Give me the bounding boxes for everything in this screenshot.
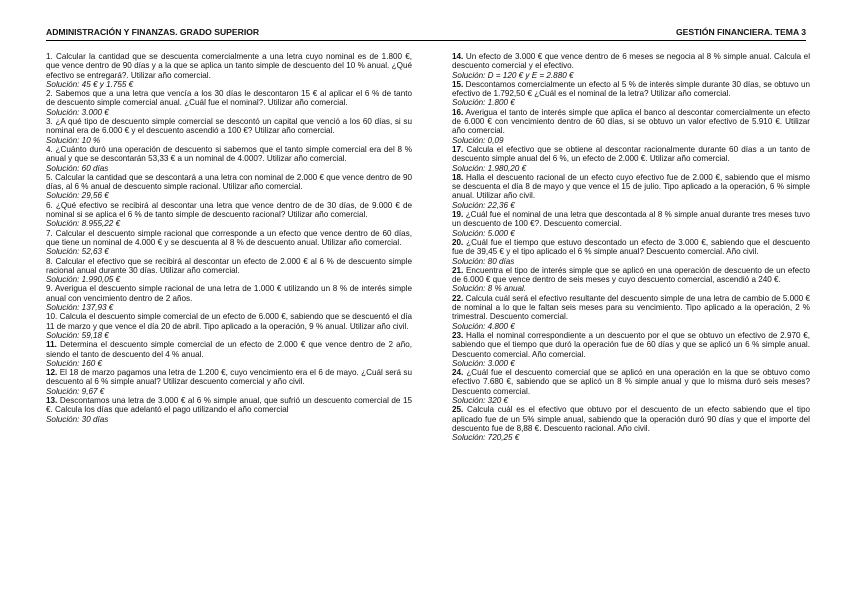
page-header [46, 26, 806, 41]
exercise-4 [46, 145, 412, 164]
exercise-14 [452, 52, 810, 71]
exercise-solution: Solución: 8.955,22 € [46, 219, 121, 229]
exercise-solution: Solución: 137,93 € [46, 303, 114, 313]
exercise-solution: Solución: 22,36 € [452, 200, 515, 210]
exercise-number: 19. [452, 210, 464, 220]
exercise-text: Calcular el descuento simple racional que corresponde a un efecto que vence dentro de 60 días, que tiene un nominal de 4.000 € y se descuenta al 8 % de descuento anual. Utilizar año comercial. [46, 228, 413, 247]
exercise-number: 18. [452, 172, 464, 182]
exercise-number: 8. [46, 256, 53, 266]
exercise-text: Determina el descuento simple comercial de un efecto de 2.000 € que vence dentro de 2 año, siendo el tanto de descuento del 4 % anual. [46, 340, 412, 359]
exercise-text: Halla el nominal correspondiente a un descuento por el que se obtuvo un efectivo de 2.970 €, sabiendo que el tiempo que duró la operación fue de 60 días y que se aplicó un 6 % simple anual. Descuento comercial. Año comercial. [452, 330, 811, 359]
exercise-22 [452, 294, 810, 322]
exercise-text: Halla el descuento racional de un efecto cuyo efectivo fue de 2.000 €, sabiendo que el mismo se descuenta el día 8 de mayo y que vence el 15 de julio. Tipo aplicado a la operación, 6 % simple anual. Utilizar año civil. [452, 172, 810, 201]
exercise-text: Calcular la cantidad que se descontará a una letra con nominal de 2.000 € que vence dentro de 90 días, al 6 % anual de descuento simple racional. Utilizar año comercial. [46, 172, 412, 192]
exercise-number: 20. [452, 237, 464, 247]
exercise-number: 14. [452, 52, 464, 61]
exercise-text: Sabemos que a una letra que vencía a los 30 días le descontaron 15 € al aplicar el 6 % de tanto de descuento simple comercial anual. ¿Cuál fue el nominal?. Utilizar año comercial. [46, 89, 412, 108]
exercise-16 [452, 108, 810, 136]
exercise-number: 23. [452, 330, 464, 340]
exercise-23 [452, 331, 810, 359]
exercise-1 [46, 52, 412, 80]
exercise-solution: Solución: 1.800 € [452, 98, 515, 108]
exercise-10 [46, 312, 412, 331]
exercise-text: Calcula cuál es el efectivo que obtuvo por el descuento de un efecto sabiendo que el tipo aplicado fue de un 5% simple anual, sabiendo que la operación duró 90 días y que el importe del descuento fue de 8,88 €. Descuento racional. Año civil. [452, 405, 810, 433]
exercise-text: Calcular el efectivo que se recibirá al descontar un efecto de 2.000 € al 6 % de descuento simple racional anual durante 30 días. Utilizar año comercial. [46, 256, 412, 275]
header-topic-title: GESTIÓN FINANCIERA. TEMA 3 [675, 27, 806, 37]
exercise-number: 11. [46, 340, 57, 350]
exercise-text: ¿Cuál fue el nominal de una letra que descontada al 8 % simple anual durante tres meses tuvo un descuento de 100 €?. Descuento comercial. [452, 210, 810, 229]
exercise-18 [452, 173, 810, 201]
exercise-solution: Solución: 9,67 € [46, 386, 105, 396]
exercise-text: Calcula cuál será el efectivo resultante del descuento simple de una letra de cambio de 5.000 € de nominal a lo que le faltan seis meses para su vencimiento. Tipo aplicado a la operación, 2 % trimestral. Descuento comercial. [452, 293, 810, 322]
exercise-solution: Solución: 4.800 € [452, 321, 515, 331]
exercise-text: Calcula el efectivo que se obtiene al descontar racionalmente durante 60 días a un tanto de descuento simple anual del 6 %, un efecto de 2.000 €. Utilizar año comercial. [452, 144, 811, 164]
exercise-2 [46, 89, 412, 108]
exercise-solution: Solución: 320 € [452, 395, 509, 405]
exercise-solution: Solución: 3.000 € [452, 358, 515, 368]
exercise-number: 9. [46, 284, 53, 294]
exercise-text: Descontamos una letra de 3.000 € al 6 % simple anual, que sufrió un descuento comercial de 15 €. Calcula los días que adelantó el pago utilizando el año comercial [46, 395, 413, 415]
exercise-text: Calcula el descuento simple comercial de un efecto de 6.000 €, sabiendo que se descuentó el día 11 de marzo y que vence el día 20 de abril. Tipo aplicado a la operación, 9 % anual. Utilizar año civil. [46, 312, 412, 331]
exercise-number: 24. [452, 368, 464, 378]
exercise-25 [452, 405, 810, 433]
exercise-number: 6. [46, 200, 53, 210]
exercise-solution: Solución: 52,63 € [46, 247, 109, 257]
exercise-solution: Solución: 5.000 € [452, 228, 515, 238]
exercise-text: Descontamos comercialmente un efecto al 5 % de interés simple durante 30 días, se obtuvo un efectivo de 1.792,50 € ¿Cuál es el nominal de la letra? Utilizar año comercial. [452, 79, 810, 99]
exercise-solution: Solución: 720,25 € [452, 433, 520, 443]
exercise-text: ¿Cuánto duró una operación de descuento si sabemos que el tanto simple comercial era del 8 % anual y que se descontarán 53,33 € a un nominal de 4.000?. Utilizar año comercial. [46, 144, 412, 164]
exercise-text: Averigua el descuento simple racional de una letra de 1.000 € utilizando un 8 % de interés simple anual con vencimiento dentro de 2 años. [46, 284, 412, 303]
exercise-text: Averigua el tanto de interés simple que aplica el banco al descontar comercialmente un efecto de 6.000 € con vencimiento dentro de 60 días, si se obtuvo un valor efectivo de 5.910 €. Utilizar año comercial. [452, 107, 810, 136]
exercise-solution: Solución: 30 días [46, 414, 109, 424]
exercise-number: 13. [46, 395, 58, 405]
exercise-11 [46, 340, 412, 359]
exercise-number: 4. [46, 144, 53, 154]
exercise-text: Calcular la cantidad que se descuenta comercialmente a una letra cuyo nominal es de 1.800 €, que vence dentro de 90 días y a la que se aplica un tanto simple de descuento del 10 % anual. ¿Qué efectivo se entregará?. Utilizar año comercial. [46, 52, 412, 80]
exercise-solution: Solución: 160 € [46, 358, 103, 368]
exercise-number: 15. [452, 79, 464, 89]
exercise-number: 21. [452, 265, 464, 275]
exercise-number: 17. [452, 144, 464, 154]
exercise-solution: Solución: D = 120 € y E = 2.880 € [452, 70, 574, 80]
exercise-text: ¿Cuál fue el tiempo que estuvo descontado un efecto de 3.000 €, sabiendo que el descuento fue de 39,45 € y el tipo aplicado el 6 % simple anual? Descuento comercial. Año civil. [452, 237, 810, 257]
exercise-number: 3. [46, 117, 53, 127]
exercise-3 [46, 117, 412, 136]
exercise-15 [452, 80, 810, 99]
exercise-21 [452, 266, 810, 285]
exercise-text: ¿Qué efectivo se recibirá al descontar una letra que vence dentro de de 30 días, de 9.000 € de nominal si se aplica el 6 % de tanto simple de descuento racional? Utilizar año comercial. [46, 200, 412, 220]
exercise-number: 12. [46, 368, 58, 378]
exercise-solution: Solución: 1.990,05 € [46, 275, 121, 285]
header-course-title: ADMINISTRACIÓN Y FINANZAS. GRADO SUPERIOR [46, 27, 260, 37]
exercise-13 [46, 396, 412, 415]
exercise-number: 2. [46, 89, 53, 99]
exercise-text: ¿A qué tipo de descuento simple comercial se descontó un capital que venció a los 60 días, si su nominal era de 6.000 € y el descuento ascendió a 100 €? Utilizar año comercial. [46, 117, 412, 136]
exercise-9 [46, 284, 412, 303]
exercise-text: Encuentra el tipo de interés simple que se aplicó en una operación de descuento de un efecto de 6.000 € que vence dentro de seis meses y cuyo descuento comercial, ascendió a 240 €. [452, 265, 810, 285]
exercise-solution: Solución: 0,09 [452, 135, 504, 145]
exercise-solution: Solución: 8 % anual. [452, 284, 527, 294]
exercise-7 [46, 229, 412, 248]
exercise-number: 1. [46, 52, 53, 61]
exercise-number: 22. [452, 293, 464, 303]
exercise-solution: Solución: 45 € y 1.755 € [46, 79, 134, 89]
exercise-number: 25. [452, 405, 464, 415]
exercise-8 [46, 257, 412, 276]
exercise-5 [46, 173, 412, 192]
right-column [452, 52, 810, 442]
exercise-text: Un efecto de 3.000 € que vence dentro de 6 meses se negocia al 8 % simple anual. Calcula el descuento comercial y el efectivo. [452, 52, 810, 71]
exercise-number: 10. [46, 312, 58, 322]
exercise-solution: Solución: 10 % [46, 135, 101, 145]
exercise-20 [452, 238, 810, 257]
exercise-24 [452, 368, 810, 396]
exercise-number: 7. [46, 228, 53, 238]
exercise-number: 5. [46, 172, 53, 182]
exercise-number: 16. [452, 107, 464, 117]
exercise-solution: Solución: 60 días [46, 163, 109, 173]
exercise-17 [452, 145, 810, 164]
exercise-solution: Solución: 29,56 € [46, 191, 109, 201]
left-column [46, 52, 412, 424]
exercise-12 [46, 368, 412, 387]
exercise-6 [46, 201, 412, 220]
exercise-solution: Solución: 3.000 € [46, 107, 109, 117]
exercise-text: El 18 de marzo pagamos una letra de 1.200 €, cuyo vencimiento era el 6 de mayo. ¿Cuál será su descuento al 6 % simple anual? Utilizar descuento comercial y año civil. [46, 368, 412, 387]
exercise-19 [452, 210, 810, 229]
exercise-solution: Solución: 1.980,20 € [452, 163, 527, 173]
exercise-solution: Solución: 59,18 € [46, 330, 109, 340]
exercise-solution: Solución: 80 días [452, 256, 515, 266]
exercise-text: ¿Cuál fue el descuento comercial que se aplicó en una operación en la que se obtuvo como efectivo 7.680 €, sabiendo que se aplicó un 8 % simple anual y que lo misma duró seis meses? Descuento comercial. [452, 368, 810, 396]
